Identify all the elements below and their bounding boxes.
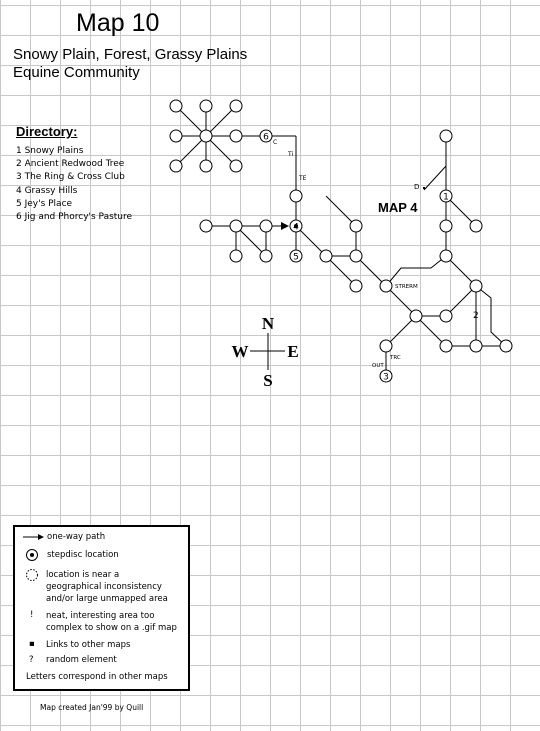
map-node — [470, 220, 482, 232]
compass-south: S — [263, 371, 273, 390]
legend-box — [13, 525, 190, 691]
node-number-6: 6 — [263, 132, 269, 143]
map-node — [230, 130, 242, 142]
map-node — [440, 250, 452, 262]
map-node — [440, 310, 452, 322]
compass-east: E — [287, 342, 299, 361]
compass-west: W — [231, 342, 249, 361]
inconsistency-icon — [27, 570, 38, 581]
legend-inconsistency-line: geographical inconsistency — [46, 582, 162, 592]
node-number-1: 1 — [443, 192, 449, 203]
map-node — [200, 220, 212, 232]
map-subtitle-terrain: Snowy Plain, Forest, Grassy Plains — [13, 46, 248, 63]
directory-item: 6 Jig and Phorcy's Pasture — [16, 212, 133, 223]
map-node — [500, 340, 512, 352]
compass-north: N — [261, 314, 275, 333]
map-node — [350, 280, 362, 292]
legend-neat-line: complex to show on a .gif map — [46, 623, 177, 633]
map-node — [170, 130, 182, 142]
legend-stepdisc: stepdisc location — [47, 550, 119, 560]
map-node — [260, 220, 272, 232]
legend-neat-line: neat, interesting area too — [46, 611, 155, 621]
map-node — [410, 310, 422, 322]
directory-item: 2 Ancient Redwood Tree — [16, 159, 125, 170]
map-nodes — [170, 100, 512, 382]
map-node — [290, 190, 302, 202]
legend-inconsistency-line: location is near a — [46, 570, 120, 580]
stepdisc-dot-icon — [30, 553, 34, 557]
map-node — [170, 100, 182, 112]
map-title: Map 10 — [76, 9, 160, 37]
compass — [232, 314, 299, 390]
area-label-2: 2 — [473, 311, 479, 321]
map-node — [470, 340, 482, 352]
map-credit: Map created Jan'99 by Quill — [40, 703, 144, 712]
legend-inconsistency-line: and/or large unmapped area — [46, 594, 168, 604]
legend-links-symbol: ▪ — [29, 639, 35, 649]
map-node — [320, 250, 332, 262]
legend-one-way: one-way path — [47, 532, 106, 542]
map-node — [440, 340, 452, 352]
directory-heading: Directory: — [16, 124, 78, 139]
stream-label: STRERM — [395, 284, 418, 290]
directory-item: 5 Jey's Place — [16, 198, 73, 209]
directory-item: 4 Grassy Hills — [16, 185, 78, 196]
map-node — [170, 160, 182, 172]
map-node — [470, 280, 482, 292]
map-node — [200, 160, 212, 172]
directory-item: 1 Snowy Plains — [16, 146, 84, 156]
map-node — [200, 100, 212, 112]
map-node — [350, 220, 362, 232]
directory-item: 3 The Ring & Cross Club — [16, 172, 125, 183]
map-node — [260, 250, 272, 262]
link-letter-ti: Ti — [288, 151, 294, 158]
map-node — [230, 220, 242, 232]
map-node-stream — [380, 280, 392, 292]
trc-label: TRC — [390, 355, 401, 361]
legend-neat-symbol: ! — [30, 610, 34, 620]
node-number-3: 3 — [383, 372, 389, 383]
map-node — [230, 100, 242, 112]
link-letter-c: C — [273, 139, 278, 146]
link-letter-te: TE — [299, 175, 307, 182]
out-label: OUT — [372, 363, 384, 369]
map-node — [200, 130, 212, 142]
map-node — [380, 340, 392, 352]
map-link-marker — [423, 187, 425, 189]
map-node — [350, 250, 362, 262]
map-paths — [176, 106, 506, 376]
legend-links: Links to other maps — [46, 640, 131, 650]
map-subtitle-community: Equine Community — [13, 64, 140, 81]
map-node — [230, 160, 242, 172]
map-node — [230, 250, 242, 262]
link-letter-d: D — [414, 183, 420, 191]
node-number-5: 5 — [293, 252, 299, 263]
legend-random-symbol: ? — [29, 655, 34, 665]
map-node — [440, 220, 452, 232]
legend-letters: Letters correspond in other maps — [26, 672, 168, 682]
map-4-label: MAP 4 — [378, 200, 418, 215]
one-way-arrowhead-icon — [38, 534, 44, 540]
node-number-4: 4 — [293, 222, 299, 233]
legend-random: random element — [46, 655, 117, 665]
map-node — [440, 130, 452, 142]
